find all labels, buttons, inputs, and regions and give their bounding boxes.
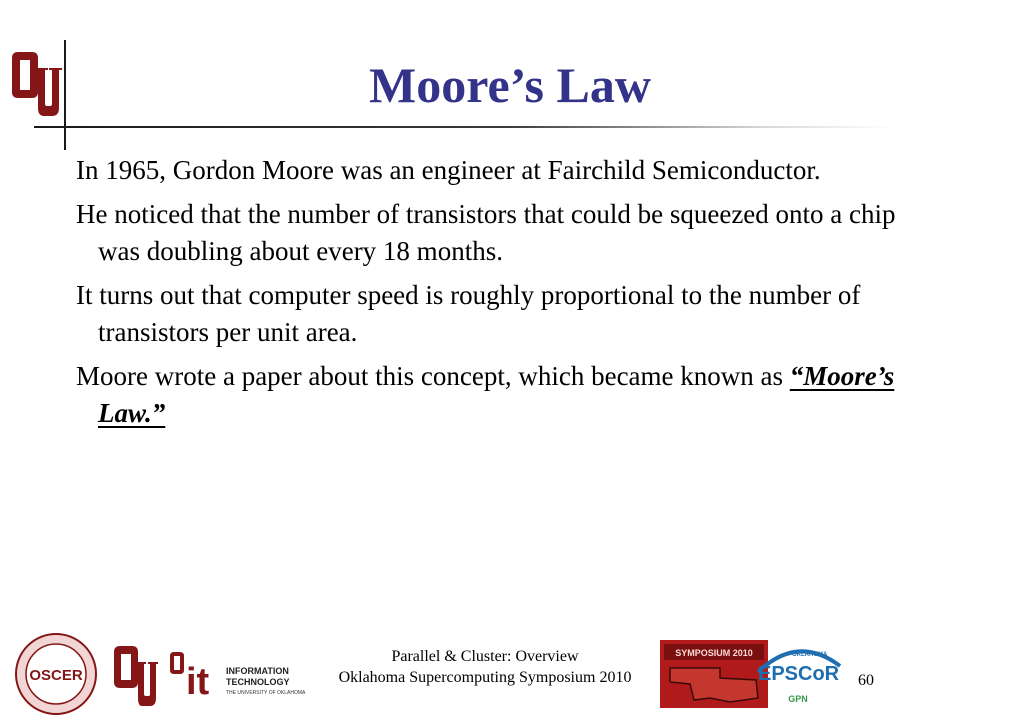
- ou-it-logo: [168, 650, 306, 703]
- ou-footer-logo: [112, 644, 160, 708]
- it-sub-1: INFORMATION: [226, 666, 289, 676]
- symposium-logo-text: SYMPOSIUM 2010: [675, 648, 753, 658]
- epscor-logo-text: EPSCoR: [758, 663, 840, 685]
- slide-title: Moore’s Law: [369, 57, 651, 113]
- footer: [300, 646, 670, 688]
- paragraph-3: It turns out that computer speed is roughly proportional to the number of transistors per unit area.: [76, 280, 861, 347]
- it-sub-2: TECHNOLOGY: [226, 677, 290, 687]
- it-logo-text: it: [186, 661, 210, 703]
- paragraph-4: [76, 358, 916, 432]
- title-horizontal-rule: [34, 126, 894, 128]
- oscer-logo: [10, 632, 102, 716]
- it-sub-3: THE UNIVERSITY OF OKLAHOMA: [226, 690, 306, 696]
- paragraph-2: He noticed that the number of transistors that could be squeezed onto a chip was doubling about every 18 months.: [76, 199, 896, 266]
- oscer-logo-text: OSCER: [29, 667, 83, 684]
- footer-line-2: Oklahoma Supercomputing Symposium 2010: [338, 669, 632, 686]
- epscor-top-text: OKLAHOMA: [792, 652, 828, 658]
- paragraph-1: In 1965, Gordon Moore was an engineer at Fairchild Semiconductor.: [76, 155, 821, 185]
- gpn-text: GPN: [788, 694, 808, 704]
- footer-line-1: Parallel & Cluster: Overview: [391, 648, 579, 665]
- epscor-logo: [752, 636, 844, 710]
- slide-number: 60: [858, 672, 874, 689]
- moores-law-emphasis: “Moore’s Law.”: [98, 361, 895, 428]
- paragraph-4-text: Moore wrote a paper about this concept, which became known as: [76, 361, 790, 391]
- slide-body: [76, 152, 916, 439]
